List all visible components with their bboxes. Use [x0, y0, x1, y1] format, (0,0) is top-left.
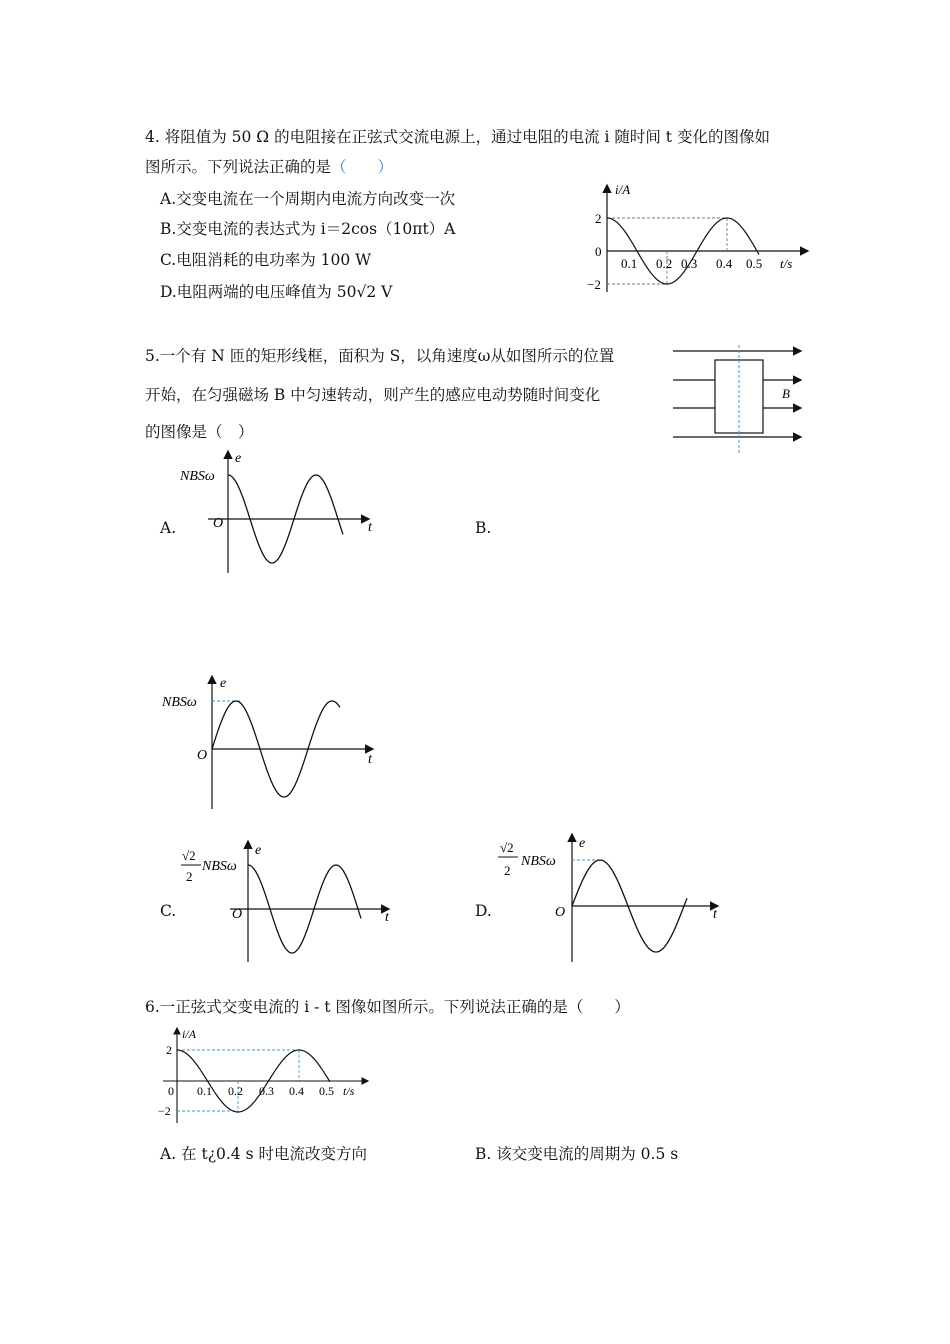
q6-xlabel: t/s — [343, 1084, 355, 1098]
q5a-origin: O — [213, 516, 224, 531]
q4-option-c: C.电阻消耗的电功率为 100 W — [160, 251, 372, 269]
q4-xtick-4: 0.4 — [716, 256, 733, 271]
q5d-t-label: t — [713, 907, 717, 922]
q4-ytick-zero: 0 — [595, 244, 602, 259]
q4-xtick-5: 0.5 — [746, 256, 763, 271]
q5-option-b-label: B. — [475, 519, 492, 537]
q5a-t-label: t — [368, 520, 372, 535]
q5c-origin: O — [232, 907, 243, 922]
q5a-e-label: e — [235, 451, 242, 466]
q6-ytick-zero: 0 — [168, 1084, 174, 1098]
q4-xlabel: t/s — [780, 256, 793, 271]
q5b-t-label: t — [368, 752, 372, 767]
q6-xtick-5: 0.5 — [319, 1084, 334, 1098]
q6-option-b: B. 该交变电流的周期为 0.5 s — [475, 1145, 679, 1163]
q4-answer-blank: （ ） — [331, 158, 394, 176]
q6-ytick-neg: −2 — [158, 1104, 171, 1118]
q4-ylabel: i/A — [615, 182, 631, 197]
q5-stem-line3: 的图像是（ ） — [145, 423, 254, 441]
q6-current-graph — [155, 1025, 375, 1125]
q4-ytick-pos: 2 — [595, 211, 602, 226]
q4-stem-line2 — [145, 157, 393, 177]
field-label: B — [782, 386, 790, 401]
q5c-t-label: t — [385, 910, 389, 925]
q5-stem-line2: 开始，在匀强磁场 B 中匀速转动，则产生的感应电动势随时间变化 — [145, 386, 601, 404]
q6-xtick-1: 0.1 — [197, 1084, 212, 1098]
q4-xtick-2: 0.2 — [656, 256, 673, 271]
q6-xtick-2: 0.2 — [228, 1084, 243, 1098]
q6-option-a: A. 在 t¿0.4 s 时电流改变方向 — [160, 1145, 367, 1163]
q4-stem-line1: 4. 将阻值为 50 Ω 的电阻接在正弦式交流电源上，通过电阻的电流 i 随时间 t 变化的图像如 — [145, 128, 770, 146]
q5-option-c-label: C. — [160, 902, 177, 920]
q4-option-b: B.交变电流的表达式为 i＝2cos（10πt）A — [160, 220, 456, 238]
q5d-e-label: e — [579, 836, 586, 851]
q5-option-d-graph — [495, 830, 725, 965]
q5d-frac-num: √2 — [500, 840, 514, 855]
q5c-peak: NBSω — [202, 859, 237, 874]
q5a-peak: NBSω — [180, 469, 215, 484]
q4-current-graph — [585, 180, 815, 300]
q5c-e-label: e — [255, 843, 262, 858]
q5c-frac-num: √2 — [182, 848, 196, 863]
q6-xtick-3: 0.3 — [259, 1084, 274, 1098]
q5b-origin: O — [197, 748, 208, 763]
q4-option-a: A.交变电流在一个周期内电流方向改变一次 — [160, 190, 456, 208]
q5-option-c-graph — [178, 838, 398, 968]
q5-option-a-label: A. — [160, 519, 177, 537]
q6-stem: 6.一正弦式交变电流的 i - t 图像如图所示。下列说法正确的是（ ） — [145, 998, 630, 1016]
q5-option-b-graph — [160, 673, 390, 813]
q5-stem-line1: 5.一个有 N 匝的矩形线框，面积为 S，以角速度ω从如图所示的位置 — [145, 347, 615, 365]
q5-field-diagram — [670, 343, 810, 453]
q4-option-d: D.电阻两端的电压峰值为 50√2 V — [160, 283, 393, 301]
q4-xtick-1: 0.1 — [621, 256, 638, 271]
q5b-e-label: e — [220, 676, 227, 691]
q4-stem-text: 图所示。下列说法正确的是 — [145, 158, 332, 176]
q6-xtick-4: 0.4 — [289, 1084, 304, 1098]
q5-option-a-graph — [178, 447, 378, 577]
q5-option-d-label: D. — [475, 902, 492, 920]
q6-ytick-pos: 2 — [166, 1043, 172, 1057]
q4-ytick-neg: −2 — [587, 277, 601, 292]
q5d-peak: NBSω — [521, 854, 556, 869]
q5d-frac-den: 2 — [504, 863, 511, 878]
q5c-frac-den: 2 — [186, 869, 193, 884]
q5d-origin: O — [555, 905, 566, 920]
q6-ylabel: i/A — [182, 1027, 196, 1041]
q5b-peak: NBSω — [162, 695, 197, 710]
q4-xtick-3: 0.3 — [681, 256, 698, 271]
